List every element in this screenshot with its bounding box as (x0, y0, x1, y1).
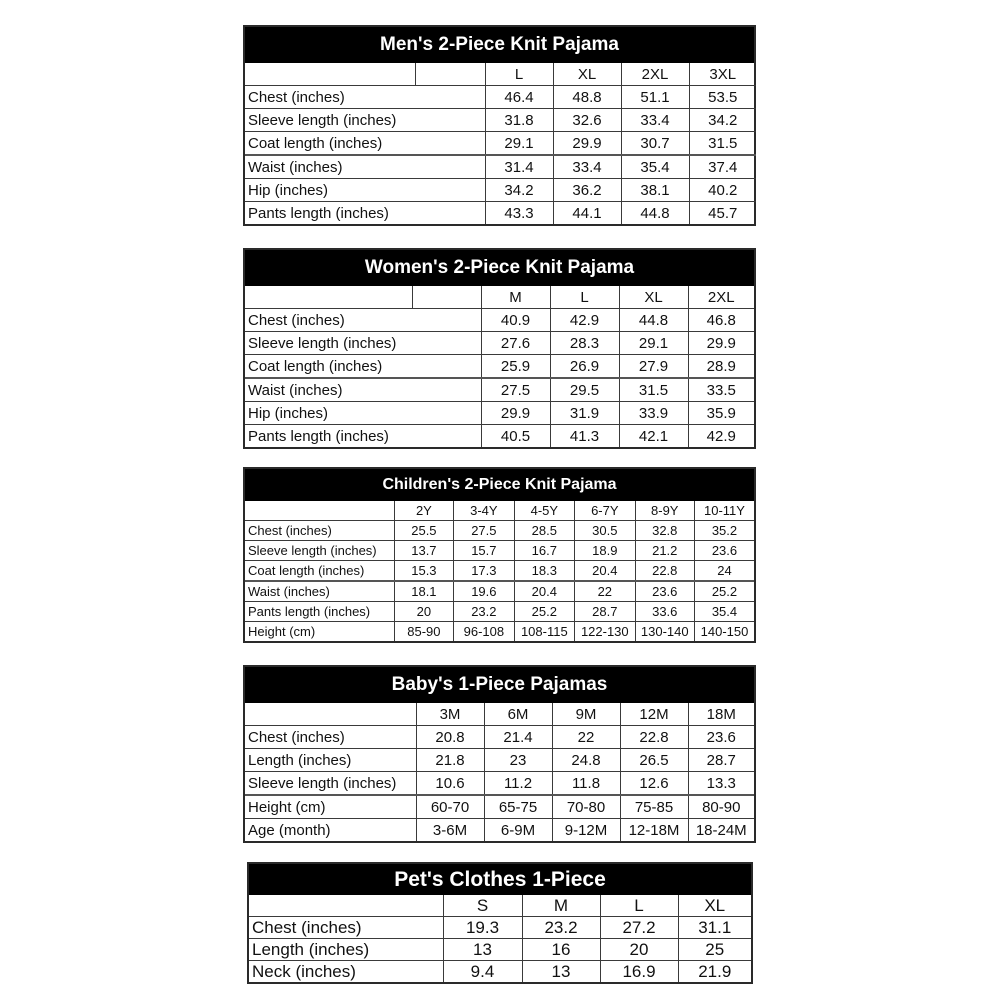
cell-value: 15.7 (454, 541, 514, 561)
cell-value: 9-12M (552, 819, 620, 842)
cell-value: 96-108 (454, 622, 514, 642)
cell-value: 45.7 (689, 202, 756, 225)
cell-value: 18.9 (575, 541, 635, 561)
cell-value: 24 (694, 561, 754, 582)
cell-value: 44.8 (621, 202, 689, 225)
cell-value: 46.4 (485, 86, 553, 109)
cell-value: 21.9 (678, 961, 751, 983)
row-label: Age (month) (245, 819, 416, 842)
size-header: 4-5Y (514, 501, 574, 521)
chart-title: Women's 2-Piece Knit Pajama (245, 250, 754, 286)
size-header: 2Y (394, 501, 453, 521)
table-row (245, 561, 754, 582)
cell-value: 31.8 (485, 109, 553, 132)
cell-value: 31.1 (678, 917, 751, 939)
cell-value: 23.6 (694, 541, 754, 561)
table-row (249, 939, 751, 961)
cell-value: 16.7 (514, 541, 574, 561)
cell-value: 40.9 (481, 309, 550, 332)
cell-value: 24.8 (552, 749, 620, 772)
size-header: L (485, 63, 553, 86)
size-table (245, 501, 754, 641)
row-label: Height (cm) (245, 795, 416, 819)
cell-value: 15.3 (394, 561, 453, 582)
cell-value: 28.3 (550, 332, 619, 355)
row-label: Height (cm) (245, 622, 394, 642)
size-header: 3M (416, 703, 484, 726)
cell-value: 60-70 (416, 795, 484, 819)
cell-value: 85-90 (394, 622, 453, 642)
cell-value: 122-130 (575, 622, 635, 642)
row-label: Chest (inches) (245, 521, 394, 541)
cell-value: 140-150 (694, 622, 754, 642)
cell-value: 43.3 (485, 202, 553, 225)
size-header: L (550, 286, 619, 309)
table-row (245, 819, 754, 842)
cell-value: 25.2 (514, 602, 574, 622)
size-header: 18M (688, 703, 754, 726)
cell-value: 108-115 (514, 622, 574, 642)
cell-value: 34.2 (689, 109, 756, 132)
size-table (245, 286, 754, 447)
cell-value: 35.9 (688, 402, 754, 425)
cell-value: 6-9M (484, 819, 552, 842)
row-label: Pants length (inches) (245, 602, 394, 622)
table-row (245, 332, 754, 355)
cell-value: 31.5 (689, 132, 756, 156)
cell-value: 32.6 (553, 109, 621, 132)
cell-value: 18-24M (688, 819, 754, 842)
size-header: S (443, 895, 522, 917)
cell-value: 40.5 (481, 425, 550, 448)
size-header: L (600, 895, 678, 917)
table-row (245, 378, 754, 402)
row-label: Neck (inches) (249, 961, 443, 983)
row-label: Chest (inches) (245, 726, 416, 749)
table-row (245, 155, 756, 179)
cell-value: 53.5 (689, 86, 756, 109)
cell-value: 25.9 (481, 355, 550, 379)
cell-value: 27.2 (600, 917, 678, 939)
size-chart-baby (243, 665, 756, 843)
cell-value: 35.4 (621, 155, 689, 179)
size-header-row (245, 501, 754, 521)
cell-value: 33.5 (688, 378, 754, 402)
cell-value: 25.5 (394, 521, 453, 541)
cell-value: 44.8 (619, 309, 688, 332)
row-label: Sleeve length (inches) (245, 332, 481, 355)
size-header: 6M (484, 703, 552, 726)
table-row (245, 86, 756, 109)
cell-value: 44.1 (553, 202, 621, 225)
cell-value: 25.2 (694, 581, 754, 602)
cell-value: 23.2 (454, 602, 514, 622)
cell-value: 130-140 (635, 622, 694, 642)
cell-value: 65-75 (484, 795, 552, 819)
cell-value: 10.6 (416, 772, 484, 796)
blank-header-cell (245, 501, 394, 521)
cell-value: 29.9 (688, 332, 754, 355)
size-header: 10-11Y (694, 501, 754, 521)
size-header: XL (553, 63, 621, 86)
row-label: Waist (inches) (245, 581, 394, 602)
cell-value: 22 (552, 726, 620, 749)
cell-value: 29.5 (550, 378, 619, 402)
row-label: Coat length (inches) (245, 132, 485, 156)
table-row (245, 521, 754, 541)
size-header: XL (678, 895, 751, 917)
blank-header-cell (415, 63, 485, 86)
table-row (245, 772, 754, 796)
row-label: Length (inches) (249, 939, 443, 961)
cell-value: 23.6 (688, 726, 754, 749)
cell-value: 30.7 (621, 132, 689, 156)
cell-value: 16.9 (600, 961, 678, 983)
cell-value: 51.1 (621, 86, 689, 109)
table-row (245, 622, 754, 642)
cell-value: 13.3 (688, 772, 754, 796)
cell-value: 28.7 (688, 749, 754, 772)
table-row (245, 726, 754, 749)
blank-header-cell (245, 63, 415, 86)
table-row (245, 109, 756, 132)
size-header-row (245, 286, 754, 309)
cell-value: 34.2 (485, 179, 553, 202)
table-row (245, 132, 756, 156)
size-header: 3XL (689, 63, 756, 86)
cell-value: 19.6 (454, 581, 514, 602)
cell-value: 16 (522, 939, 600, 961)
size-header-row (245, 63, 756, 86)
size-header: 6-7Y (575, 501, 635, 521)
row-label: Coat length (inches) (245, 355, 481, 379)
table-row (245, 749, 754, 772)
cell-value: 33.4 (553, 155, 621, 179)
cell-value: 12-18M (620, 819, 688, 842)
table-row (245, 402, 754, 425)
cell-value: 80-90 (688, 795, 754, 819)
cell-value: 35.2 (694, 521, 754, 541)
cell-value: 21.8 (416, 749, 484, 772)
size-header: 12M (620, 703, 688, 726)
table-row (249, 961, 751, 983)
cell-value: 13 (443, 939, 522, 961)
size-chart-women (243, 248, 756, 449)
row-label: Pants length (inches) (245, 425, 481, 448)
cell-value: 17.3 (454, 561, 514, 582)
cell-value: 42.1 (619, 425, 688, 448)
cell-value: 35.4 (694, 602, 754, 622)
cell-value: 12.6 (620, 772, 688, 796)
size-header: 8-9Y (635, 501, 694, 521)
size-chart-pet (247, 862, 753, 984)
cell-value: 23.2 (522, 917, 600, 939)
cell-value: 70-80 (552, 795, 620, 819)
cell-value: 21.4 (484, 726, 552, 749)
table-row (245, 541, 754, 561)
cell-value: 38.1 (621, 179, 689, 202)
cell-value: 22.8 (635, 561, 694, 582)
size-table (245, 63, 756, 224)
row-label: Hip (inches) (245, 179, 485, 202)
size-chart-men (243, 25, 756, 226)
cell-value: 32.8 (635, 521, 694, 541)
cell-value: 42.9 (688, 425, 754, 448)
cell-value: 3-6M (416, 819, 484, 842)
cell-value: 25 (678, 939, 751, 961)
cell-value: 21.2 (635, 541, 694, 561)
cell-value: 20 (600, 939, 678, 961)
cell-value: 18.1 (394, 581, 453, 602)
row-label: Chest (inches) (245, 86, 485, 109)
row-label: Sleeve length (inches) (245, 109, 485, 132)
row-label: Chest (inches) (249, 917, 443, 939)
cell-value: 29.9 (481, 402, 550, 425)
blank-header-cell (245, 703, 416, 726)
cell-value: 27.5 (454, 521, 514, 541)
cell-value: 48.8 (553, 86, 621, 109)
row-label: Pants length (inches) (245, 202, 485, 225)
cell-value: 20.4 (514, 581, 574, 602)
cell-value: 22 (575, 581, 635, 602)
cell-value: 23 (484, 749, 552, 772)
cell-value: 28.5 (514, 521, 574, 541)
cell-value: 20.4 (575, 561, 635, 582)
size-chart-children (243, 467, 756, 643)
row-label: Waist (inches) (245, 155, 485, 179)
cell-value: 9.4 (443, 961, 522, 983)
size-header: M (522, 895, 600, 917)
row-label: Waist (inches) (245, 378, 481, 402)
table-row (245, 202, 756, 225)
row-label: Coat length (inches) (245, 561, 394, 582)
size-header: M (481, 286, 550, 309)
cell-value: 22.8 (620, 726, 688, 749)
row-label: Sleeve length (inches) (245, 772, 416, 796)
size-table (249, 895, 751, 982)
table-row (245, 179, 756, 202)
cell-value: 18.3 (514, 561, 574, 582)
cell-value: 28.9 (688, 355, 754, 379)
cell-value: 29.9 (553, 132, 621, 156)
chart-title: Men's 2-Piece Knit Pajama (245, 27, 754, 63)
cell-value: 13 (522, 961, 600, 983)
chart-title: Baby's 1-Piece Pajamas (245, 667, 754, 703)
size-header: 9M (552, 703, 620, 726)
cell-value: 28.7 (575, 602, 635, 622)
cell-value: 20 (394, 602, 453, 622)
blank-header-cell (249, 895, 443, 917)
chart-title: Pet's Clothes 1-Piece (249, 864, 751, 895)
table-row (249, 917, 751, 939)
cell-value: 33.4 (621, 109, 689, 132)
cell-value: 46.8 (688, 309, 754, 332)
cell-value: 40.2 (689, 179, 756, 202)
blank-header-cell (245, 286, 412, 309)
table-row (245, 309, 754, 332)
cell-value: 11.8 (552, 772, 620, 796)
cell-value: 29.1 (619, 332, 688, 355)
table-row (245, 602, 754, 622)
blank-header-cell (412, 286, 481, 309)
cell-value: 42.9 (550, 309, 619, 332)
table-row (245, 355, 754, 379)
row-label: Chest (inches) (245, 309, 481, 332)
table-row (245, 795, 754, 819)
size-header: 2XL (621, 63, 689, 86)
cell-value: 19.3 (443, 917, 522, 939)
cell-value: 33.6 (635, 602, 694, 622)
size-header: XL (619, 286, 688, 309)
size-table (245, 703, 754, 841)
cell-value: 36.2 (553, 179, 621, 202)
cell-value: 27.6 (481, 332, 550, 355)
row-label: Length (inches) (245, 749, 416, 772)
size-header-row (245, 703, 754, 726)
size-header: 3-4Y (454, 501, 514, 521)
cell-value: 23.6 (635, 581, 694, 602)
table-row (245, 425, 754, 448)
table-row (245, 581, 754, 602)
cell-value: 37.4 (689, 155, 756, 179)
cell-value: 41.3 (550, 425, 619, 448)
cell-value: 29.1 (485, 132, 553, 156)
cell-value: 26.9 (550, 355, 619, 379)
cell-value: 20.8 (416, 726, 484, 749)
cell-value: 30.5 (575, 521, 635, 541)
size-header: 2XL (688, 286, 754, 309)
cell-value: 26.5 (620, 749, 688, 772)
chart-title: Children's 2-Piece Knit Pajama (245, 469, 754, 501)
cell-value: 31.9 (550, 402, 619, 425)
cell-value: 11.2 (484, 772, 552, 796)
cell-value: 31.5 (619, 378, 688, 402)
cell-value: 31.4 (485, 155, 553, 179)
cell-value: 13.7 (394, 541, 453, 561)
cell-value: 33.9 (619, 402, 688, 425)
row-label: Sleeve length (inches) (245, 541, 394, 561)
cell-value: 75-85 (620, 795, 688, 819)
row-label: Hip (inches) (245, 402, 481, 425)
cell-value: 27.5 (481, 378, 550, 402)
size-header-row (249, 895, 751, 917)
cell-value: 27.9 (619, 355, 688, 379)
